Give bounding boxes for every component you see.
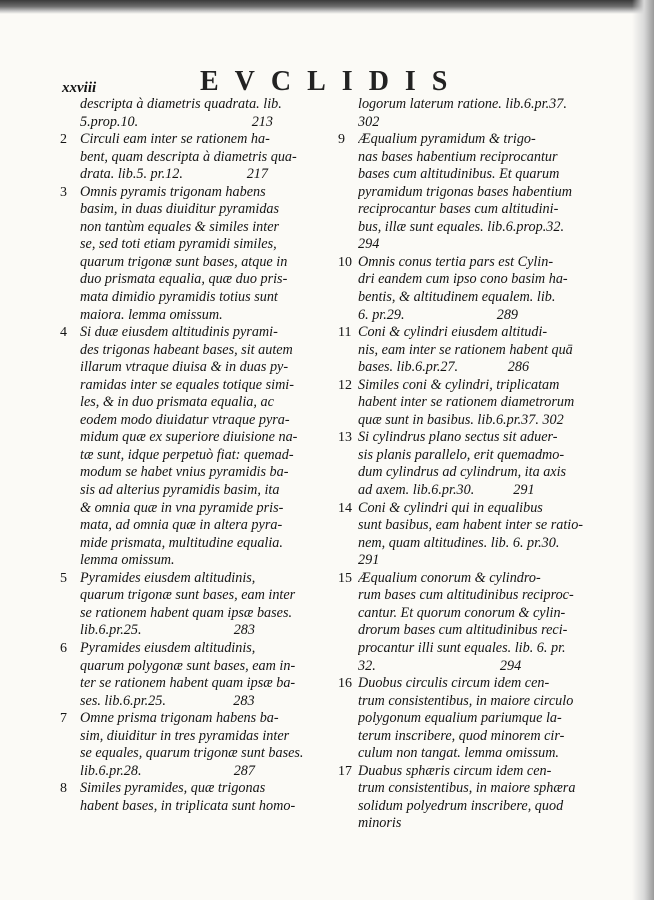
text-line: drata. lib.5. pr.12. 217 [80,166,268,183]
proposition-number: 6 [60,640,67,656]
text-line: 6. pr.29. 289 [358,306,519,323]
proposition-entry [60,710,332,780]
text-line: 302 [358,113,380,130]
text-line: reciprocantur bases cum altitudini- [358,201,559,218]
text-line: dum cylindrus ad cylindrum, ita axis [358,464,567,481]
text-line: Circuli eam inter se rationem ha- [80,131,270,148]
text-line: Coni & cylindri qui in equalibus [358,499,543,516]
text-line: Similes pyramides, quæ trigonas [80,780,266,797]
proposition-number: 10 [338,254,352,270]
text-line: trum consistentibus, in maiore circulo [358,692,574,709]
proposition-number: 7 [60,711,67,727]
text-line: quæ sunt in basibus. lib.6.pr.37. 302 [358,411,564,428]
text-line: solidum polyedrum inscribere, quod [358,797,564,814]
text-line: quarum polygonæ sunt bases, eam in- [80,657,296,674]
running-title: EVCLIDIS [200,66,464,97]
text-line: nis, eam inter se rationem habent quā [358,341,573,358]
text-line: Omnis conus tertia pars est Cylin- [358,253,554,270]
text-line: ramidas inter se equales totique simi- [80,376,294,393]
text-line: procantur illi sunt equales. lib. 6. pr. [358,639,566,656]
proposition-entry [60,570,332,640]
proposition-number: 17 [338,763,352,779]
text-line: & omnia quæ in vna pyramide pris- [80,499,284,516]
text-line: ter se rationem habent quam ipsæ ba- [80,675,296,692]
text-line: nas bases habentium reciprocantur [358,148,558,165]
text-line: bases cum altitudinibus. Et quarum [358,166,560,183]
text-line: drorum bases cum altitudinibus reci- [358,622,568,639]
proposition-entry [338,254,600,324]
proposition-number: 15 [338,570,352,586]
proposition-entry [60,184,332,324]
page-header [62,66,582,100]
text-line: sunt basibus, eam habent inter se ratio- [358,517,584,534]
text-line: duo prismata equalia, quæ duo pris- [80,271,288,288]
proposition-number: 4 [60,325,67,341]
text-line: Pyramides eiusdem altitudinis, [80,569,256,586]
proposition-entry [60,131,332,184]
text-line: ses. lib.6.pr.25. 283 [80,692,255,709]
proposition-number: 16 [338,676,352,692]
text-line: bases. lib.6.pr.27. 286 [358,359,530,376]
proposition-number: 12 [338,377,352,393]
text-line: bus, illæ sunt equales. lib.6.prop.32. [358,218,564,235]
text-line: non tantùm equales & similes inter [80,218,280,235]
text-line: ad axem. lib.6.pr.30. 291 [358,482,535,499]
text-line: Duabus sphæris circum idem cen- [358,762,552,779]
text-line: cantur. Et quorum conorum & cylin- [358,604,566,621]
text-line: 5.prop.10. 213 [80,113,273,130]
text-line: sim, diuiditur in tres pyramidas inter [80,727,290,744]
proposition-number: 3 [60,184,67,200]
text-line: habent inter se rationem diametrorum [358,394,575,411]
text-line: lib.6.pr.28. 287 [80,762,255,779]
proposition-number: 11 [338,325,352,341]
text-line: nem, quam altitudines. lib. 6. pr.30. [358,534,560,551]
text-line: mata dimidio pyramidis totius sunt [80,289,278,306]
text-line: 294 [358,236,380,253]
text-line: 32. 294 [358,657,522,674]
text-line: trum consistentibus, in maiore sphæra [358,780,576,797]
text-line: se equales, quarum trigonæ sunt bases. [80,745,304,762]
text-line: pyramidum trigonas bases habentium [358,183,572,200]
text-line: se, sed toti etiam pyramidi similes, [80,236,277,253]
text-line: Si duæ eiusdem altitudinis pyrami- [80,324,278,341]
text-line: dri eandem cum ipso cono basim ha- [358,271,568,288]
text-line: Æqualium pyramidum & trigo- [358,131,536,148]
text-line: terum inscribere, quod minorem cir- [358,727,565,744]
text-line: Coni & cylindri eiusdem altitudi- [358,324,548,341]
text-line: culum non tangat. lemma omissum. [358,745,559,762]
text-line: quarum trigonæ sunt bases, atque in [80,253,288,270]
text-line: mide prismata, multitudine equalia. [80,534,283,551]
proposition-entry [60,324,332,570]
proposition-entry [338,763,600,833]
text-line: se rationem habent quam ipsæ bases. [80,604,293,621]
text-line: des trigonas habeant bases, sit autem [80,341,293,358]
proposition-number: 5 [60,570,67,586]
page-number: xxviii [62,80,97,96]
proposition-number: 2 [60,132,67,148]
text-line: basim, in duas diuiditur pyramidas [80,201,280,218]
text-line: eodem modo diuidatur vtraque pyra- [80,411,290,428]
text-line: illarum vtraque diuisa & in duas py- [80,359,289,376]
proposition-number: 13 [338,430,352,446]
text-line: quarum trigonæ sunt bases, eam inter [80,587,296,604]
text-line: Similes coni & cylindri, triplicatam [358,376,560,393]
page-right-shadow [632,0,654,900]
text-line: bent, quam descripta à diametris qua- [80,148,297,165]
proposition-entry [60,780,332,815]
text-line: descripta à diametris quadrata. lib. [80,96,282,112]
text-line: maiora. lemma omissum. [80,306,223,323]
text-line: lib.6.pr.25. 283 [80,622,255,639]
text-line: habent bases, in triplicata sunt homo- [80,797,296,814]
proposition-number: 9 [338,132,345,148]
text-line: sis ad alterius pyramidis basim, ita [80,482,280,499]
text-line: mata, ad omnia quæ in altera pyra- [80,517,283,534]
text-line: tæ sunt, idque perpetuò fiat: quemad- [80,446,294,463]
text-line: les, & in duo prismata equalia, ac [80,394,274,411]
proposition-entry [338,131,600,254]
proposition-entry [338,324,600,377]
proposition-entry [338,96,600,131]
right-column [338,96,600,833]
text-line: Omne prisma trigonam habens ba- [80,710,279,727]
text-line: rum bases cum altitudinibus reciproc- [358,587,574,604]
proposition-entry [338,377,600,430]
text-line: lemma omissum. [80,552,175,569]
text-line: minoris [358,815,402,832]
text-line: midum quæ ex superiore diuisione na- [80,429,298,446]
proposition-number: 14 [338,500,352,516]
proposition-entry [60,640,332,710]
text-line: Æqualium conorum & cylindro- [358,569,541,586]
text-line: Duobus circulis circum idem cen- [358,675,550,692]
text-line: Pyramides eiusdem altitudinis, [80,639,256,656]
text-line: sis planis parallelo, erit quemadmo- [358,446,565,463]
left-column [60,96,332,815]
proposition-entry [338,500,600,570]
proposition-entry [338,675,600,763]
proposition-entry [338,570,600,675]
page-top-shadow [0,0,654,14]
text-line: logorum laterum ratione. lib.6.pr.37. [358,96,567,112]
text-line: modum se habet vnius pyramidis ba- [80,464,289,481]
proposition-number: 8 [60,781,67,797]
text-line: Si cylindrus plano sectus sit aduer- [358,429,558,446]
text-line: 291 [358,552,380,569]
text-line: bentis, & altitudinem equalem. lib. [358,289,556,306]
proposition-entry [60,96,332,131]
text-line: polygonum equalium pariumque la- [358,710,562,727]
proposition-entry [338,429,600,499]
text-line: Omnis pyramis trigonam habens [80,183,266,200]
